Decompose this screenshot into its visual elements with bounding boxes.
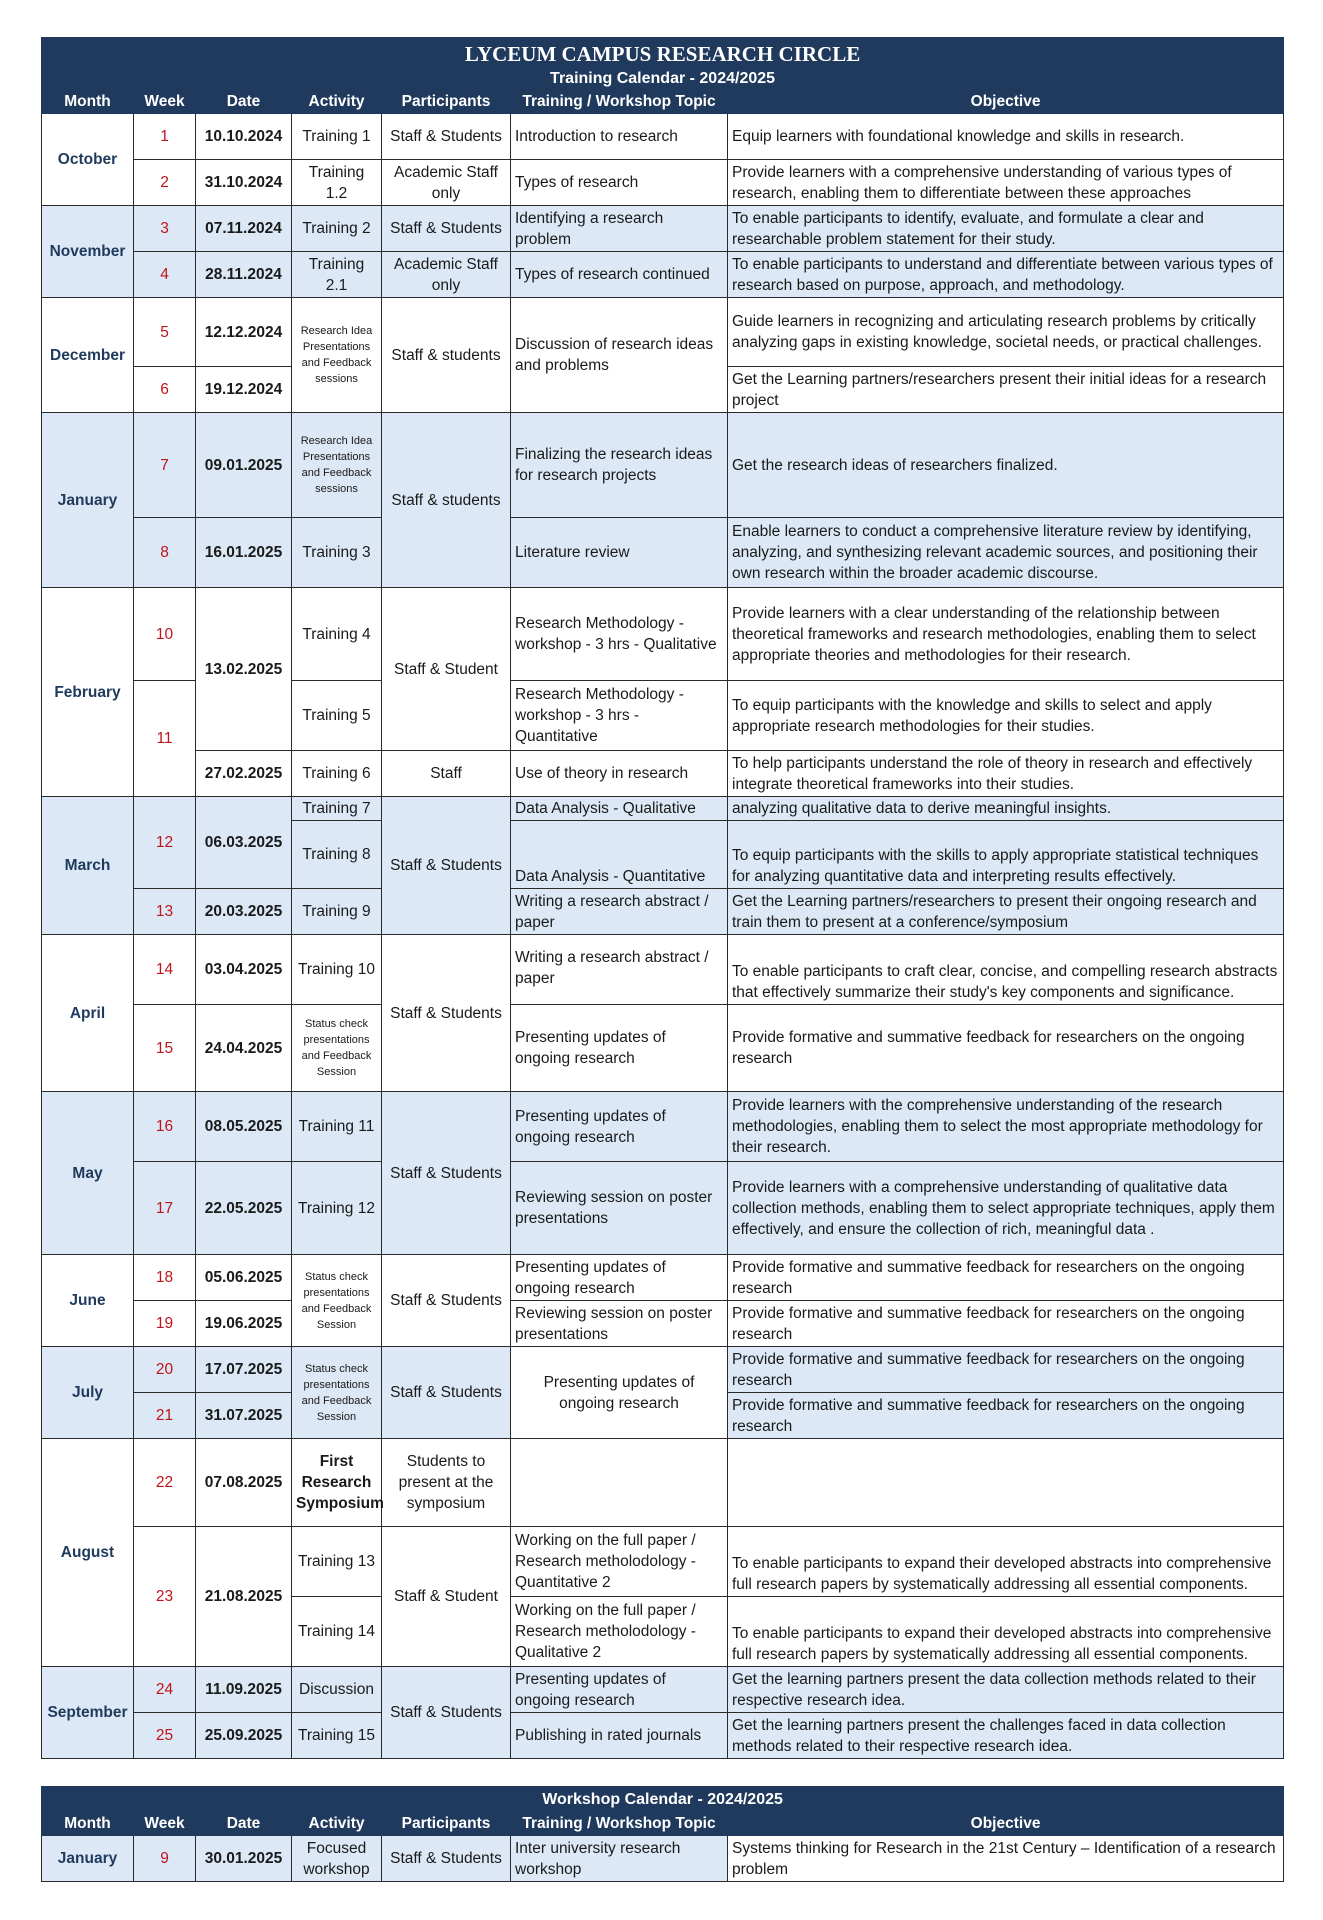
activity-cell: Research Idea Presentations and Feedback sessions: [292, 298, 382, 413]
table-row: [42, 413, 1284, 518]
date-cell: 11.09.2025: [196, 1667, 292, 1713]
topic-cell: Identifying a research problem: [511, 206, 728, 252]
week-cell: 14: [134, 935, 196, 1005]
table-header: [42, 91, 1284, 114]
month-cell: January: [42, 1836, 134, 1882]
month-cell: August: [42, 1439, 134, 1667]
activity-cell: Training 2: [292, 206, 382, 252]
participants-cell: Staff & Students: [382, 1667, 511, 1759]
topic-cell: Reviewing session on poster presentations: [511, 1301, 728, 1347]
objective-cell: Provide formative and summative feedback for researchers on the ongoing research: [728, 1255, 1284, 1301]
topic-cell: Working on the full paper / Research metholodology - Qualitative 2: [511, 1597, 728, 1667]
week-cell: 1: [134, 114, 196, 160]
week-cell: 5: [134, 298, 196, 367]
participants-cell: Staff & Student: [382, 1527, 511, 1667]
objective-cell: analyzing qualitative data to derive meaningful insights.: [728, 797, 1284, 821]
activity-cell: Training 6: [292, 751, 382, 797]
week-cell: 4: [134, 252, 196, 298]
training-subtitle: Training Calendar - 2024/2025: [42, 68, 1284, 91]
week-cell: 15: [134, 1005, 196, 1092]
topic-cell: Research Methodology - workshop - 3 hrs - Qualitative: [511, 588, 728, 681]
header-date: Date: [196, 1813, 292, 1836]
week-cell: 8: [134, 518, 196, 588]
participants-cell: Staff & Students: [382, 206, 511, 252]
participants-cell: Staff & Students: [382, 935, 511, 1092]
participants-cell: Students to present at the symposium: [382, 1439, 511, 1527]
activity-cell: Status check presentations and Feedback Session: [292, 1005, 382, 1092]
objective-cell: Get the learning partners present the data collection methods related to their respective research idea.: [728, 1667, 1284, 1713]
objective-cell: Provide formative and summative feedback for researchers on the ongoing research: [728, 1347, 1284, 1393]
header-participants: Participants: [382, 91, 511, 114]
objective-cell: Enable learners to conduct a comprehensive literature review by identifying, analyzing, and synthesizing relevant academic sources, and positioning their own research within the broader academic discourse.: [728, 518, 1284, 588]
date-cell: 30.01.2025: [196, 1836, 292, 1882]
date-cell: 06.03.2025: [196, 797, 292, 889]
table-row: [42, 1255, 1284, 1301]
topic-cell: Discussion of research ideas and problems: [511, 298, 728, 413]
table-row: [42, 1005, 1284, 1092]
date-cell: 09.01.2025: [196, 413, 292, 518]
topic-cell: Presenting updates of ongoing research: [511, 1092, 728, 1162]
header-week: Week: [134, 1813, 196, 1836]
activity-cell: Research Idea Presentations and Feedback sessions: [292, 413, 382, 518]
topic-cell: Data Analysis - Quantitative: [511, 821, 728, 889]
month-cell: July: [42, 1347, 134, 1439]
week-cell: 13: [134, 889, 196, 935]
date-cell: 07.11.2024: [196, 206, 292, 252]
table-row: [42, 1667, 1284, 1713]
objective-cell: Provide learners with a clear understanding of the relationship between theoretical frameworks and research methodologies, enabling them to select appropriate theories and methodologies for their research.: [728, 588, 1284, 681]
table-row: [42, 1439, 1284, 1527]
workshop-subtitle: Workshop Calendar - 2024/2025: [42, 1787, 1284, 1813]
table-row: [42, 518, 1284, 588]
participants-cell: Staff & students: [382, 298, 511, 413]
activity-cell: Training 14: [292, 1597, 382, 1667]
activity-cell: Training 9: [292, 889, 382, 935]
month-cell: October: [42, 114, 134, 206]
date-cell: 27.02.2025: [196, 751, 292, 797]
participants-cell: Staff & Students: [382, 797, 511, 935]
participants-cell: Staff & Students: [382, 1347, 511, 1439]
table-row: [42, 1836, 1284, 1882]
date-cell: 25.09.2025: [196, 1713, 292, 1759]
topic-cell: Introduction to research: [511, 114, 728, 160]
topic-cell: Research Methodology - workshop - 3 hrs - Quantitative: [511, 681, 728, 751]
date-cell: 19.06.2025: [196, 1301, 292, 1347]
objective-cell: Provide formative and summative feedback for researchers on the ongoing research: [728, 1005, 1284, 1092]
topic-cell: Types of research: [511, 160, 728, 206]
objective-cell: Equip learners with foundational knowledge and skills in research.: [728, 114, 1284, 160]
objective-cell: To equip participants with the skills to apply appropriate statistical techniques for analyzing quantitative data and interpreting results effectively.: [728, 821, 1284, 889]
week-cell: 11: [134, 681, 196, 797]
header-objective: Objective: [728, 1813, 1284, 1836]
topic-cell: Publishing in rated journals: [511, 1713, 728, 1759]
header-date: Date: [196, 91, 292, 114]
header-activity: Activity: [292, 1813, 382, 1836]
date-cell: 16.01.2025: [196, 518, 292, 588]
objective-cell: Get the Learning partners/researchers to present their ongoing research and train them to present at a conference/symposium: [728, 889, 1284, 935]
participants-cell: Staff & Students: [382, 1092, 511, 1255]
objective-cell: To equip participants with the knowledge and skills to select and apply appropriate research methodologies for their studies.: [728, 681, 1284, 751]
table-row: [42, 1301, 1284, 1347]
table-row: [42, 1092, 1284, 1162]
objective-cell: Guide learners in recognizing and articulating research problems by critically analyzing gaps in existing knowledge, societal needs, or practical challenges.: [728, 298, 1284, 367]
week-cell: 10: [134, 588, 196, 681]
table-row: [42, 160, 1284, 206]
participants-cell: Staff & students: [382, 413, 511, 588]
activity-cell: Training 3: [292, 518, 382, 588]
week-cell: 19: [134, 1301, 196, 1347]
activity-cell: Training 7: [292, 797, 382, 821]
date-cell: 07.08.2025: [196, 1439, 292, 1527]
activity-cell: Training 10: [292, 935, 382, 1005]
header-participants: Participants: [382, 1813, 511, 1836]
objective-cell: [728, 1439, 1284, 1527]
month-cell: December: [42, 298, 134, 413]
objective-cell: Systems thinking for Research in the 21st Century – Identification of a research problem: [728, 1836, 1284, 1882]
workshop-calendar: [41, 1786, 1283, 1882]
objective-cell: Get the learning partners present the challenges faced in data collection methods related to their respective research idea.: [728, 1713, 1284, 1759]
header-objective: Objective: [728, 91, 1284, 114]
date-cell: 28.11.2024: [196, 252, 292, 298]
week-cell: 17: [134, 1162, 196, 1255]
date-cell: 19.12.2024: [196, 367, 292, 413]
objective-cell: To enable participants to identify, evaluate, and formulate a clear and researchable problem statement for their study.: [728, 206, 1284, 252]
objective-cell: To enable participants to expand their developed abstracts into comprehensive full research papers by systematically addressing all essential components.: [728, 1527, 1284, 1597]
topic-cell: Presenting updates of ongoing research: [511, 1667, 728, 1713]
month-cell: March: [42, 797, 134, 935]
date-cell: 31.07.2025: [196, 1393, 292, 1439]
month-cell: February: [42, 588, 134, 797]
topic-cell: Working on the full paper / Research metholodology - Quantitative 2: [511, 1527, 728, 1597]
activity-cell: Training 13: [292, 1527, 382, 1597]
page-title: LYCEUM CAMPUS RESEARCH CIRCLE: [42, 38, 1284, 68]
table-row: [42, 252, 1284, 298]
week-cell: 20: [134, 1347, 196, 1393]
objective-cell: To help participants understand the role of theory in research and effectively integrate theoretical frameworks into their studies.: [728, 751, 1284, 797]
date-cell: 13.02.2025: [196, 588, 292, 751]
date-cell: 12.12.2024: [196, 298, 292, 367]
week-cell: 21: [134, 1393, 196, 1439]
activity-cell: Training 2.1: [292, 252, 382, 298]
topic-cell: Presenting updates of ongoing research: [511, 1255, 728, 1301]
month-cell: April: [42, 935, 134, 1092]
activity-cell: Training 1.2: [292, 160, 382, 206]
date-cell: 21.08.2025: [196, 1527, 292, 1667]
objective-cell: To enable participants to expand their developed abstracts into comprehensive full research papers by systematically addressing all essential components.: [728, 1597, 1284, 1667]
week-cell: 7: [134, 413, 196, 518]
date-cell: 17.07.2025: [196, 1347, 292, 1393]
participants-cell: Staff & Students: [382, 1836, 511, 1882]
activity-cell: Training 1: [292, 114, 382, 160]
workshop-table: [41, 1786, 1284, 1882]
header-topic: Training / Workshop Topic: [511, 91, 728, 114]
participants-cell: Staff & Students: [382, 114, 511, 160]
month-cell: November: [42, 206, 134, 298]
topic-cell: Inter university research workshop: [511, 1836, 728, 1882]
activity-cell: Discussion: [292, 1667, 382, 1713]
participants-cell: Staff & Student: [382, 588, 511, 751]
table-row: [42, 889, 1284, 935]
week-cell: 3: [134, 206, 196, 252]
date-cell: 05.06.2025: [196, 1255, 292, 1301]
objective-cell: To enable participants to craft clear, concise, and compelling research abstracts that effectively summarize their study's key components and significance.: [728, 935, 1284, 1005]
week-cell: 23: [134, 1527, 196, 1667]
week-cell: 9: [134, 1836, 196, 1882]
activity-cell: Training 5: [292, 681, 382, 751]
participants-cell: Academic Staff only: [382, 252, 511, 298]
activity-cell: First Research Symposium: [292, 1439, 382, 1527]
date-cell: 22.05.2025: [196, 1162, 292, 1255]
week-cell: 12: [134, 797, 196, 889]
table-row: [42, 1347, 1284, 1393]
topic-cell: Data Analysis - Qualitative: [511, 797, 728, 821]
activity-cell: Training 11: [292, 1092, 382, 1162]
week-cell: 6: [134, 367, 196, 413]
objective-cell: Provide learners with a comprehensive understanding of qualitative data collection methods, enabling them to select appropriate techniques, apply them effectively, and ensure the collection of rich, meaningful data .: [728, 1162, 1284, 1255]
date-cell: 03.04.2025: [196, 935, 292, 1005]
activity-cell: Training 4: [292, 588, 382, 681]
table-row: [42, 797, 1284, 821]
date-cell: 31.10.2024: [196, 160, 292, 206]
date-cell: 20.03.2025: [196, 889, 292, 935]
header-topic: Training / Workshop Topic: [511, 1813, 728, 1836]
header-month: Month: [42, 91, 134, 114]
training-table: [41, 37, 1284, 1759]
topic-cell: Writing a research abstract / paper: [511, 889, 728, 935]
objective-cell: Get the Learning partners/researchers present their initial ideas for a research project: [728, 367, 1284, 413]
table-row: [42, 298, 1284, 367]
week-cell: 16: [134, 1092, 196, 1162]
topic-cell: Literature review: [511, 518, 728, 588]
month-cell: May: [42, 1092, 134, 1255]
activity-cell: Training 8: [292, 821, 382, 889]
week-cell: 22: [134, 1439, 196, 1527]
week-cell: 2: [134, 160, 196, 206]
month-cell: June: [42, 1255, 134, 1347]
participants-cell: Staff & Students: [382, 1255, 511, 1347]
participants-cell: Academic Staff only: [382, 160, 511, 206]
topic-cell: Reviewing session on poster presentations: [511, 1162, 728, 1255]
topic-cell: Finalizing the research ideas for research projects: [511, 413, 728, 518]
participants-cell: Staff: [382, 751, 511, 797]
week-cell: 18: [134, 1255, 196, 1301]
header-month: Month: [42, 1813, 134, 1836]
topic-cell: [511, 1439, 728, 1527]
activity-cell: Status check presentations and Feedback Session: [292, 1347, 382, 1439]
topic-cell: Writing a research abstract / paper: [511, 935, 728, 1005]
week-cell: 25: [134, 1713, 196, 1759]
table-row: [42, 114, 1284, 160]
activity-cell: Training 15: [292, 1713, 382, 1759]
month-cell: September: [42, 1667, 134, 1759]
month-cell: January: [42, 413, 134, 588]
activity-cell: Focused workshop: [292, 1836, 382, 1882]
header-activity: Activity: [292, 91, 382, 114]
objective-cell: Provide learners with the comprehensive understanding of the research methodologies, enabling them to select the most appropriate methodology for their research.: [728, 1092, 1284, 1162]
objective-cell: Get the research ideas of researchers finalized.: [728, 413, 1284, 518]
topic-cell: Presenting updates of ongoing research: [511, 1347, 728, 1439]
objective-cell: To enable participants to understand and differentiate between various types of research based on purpose, approach, and methodology.: [728, 252, 1284, 298]
date-cell: 24.04.2025: [196, 1005, 292, 1092]
date-cell: 08.05.2025: [196, 1092, 292, 1162]
objective-cell: Provide formative and summative feedback for researchers on the ongoing research: [728, 1301, 1284, 1347]
topic-cell: Use of theory in research: [511, 751, 728, 797]
activity-cell: Training 12: [292, 1162, 382, 1255]
topic-cell: Presenting updates of ongoing research: [511, 1005, 728, 1092]
table-header: [42, 1813, 1284, 1836]
table-row: [42, 588, 1284, 681]
objective-cell: Provide learners with a comprehensive understanding of various types of research, enabling them to differentiate between these approaches: [728, 160, 1284, 206]
header-week: Week: [134, 91, 196, 114]
table-row: [42, 1713, 1284, 1759]
objective-cell: Provide formative and summative feedback for researchers on the ongoing research: [728, 1393, 1284, 1439]
activity-cell: Status check presentations and Feedback Session: [292, 1255, 382, 1347]
week-cell: 24: [134, 1667, 196, 1713]
date-cell: 10.10.2024: [196, 114, 292, 160]
table-row: [42, 206, 1284, 252]
table-row: [42, 935, 1284, 1005]
table-row: [42, 1162, 1284, 1255]
table-row: [42, 751, 1284, 797]
table-row: [42, 1527, 1284, 1597]
topic-cell: Types of research continued: [511, 252, 728, 298]
training-calendar: [41, 37, 1283, 1759]
